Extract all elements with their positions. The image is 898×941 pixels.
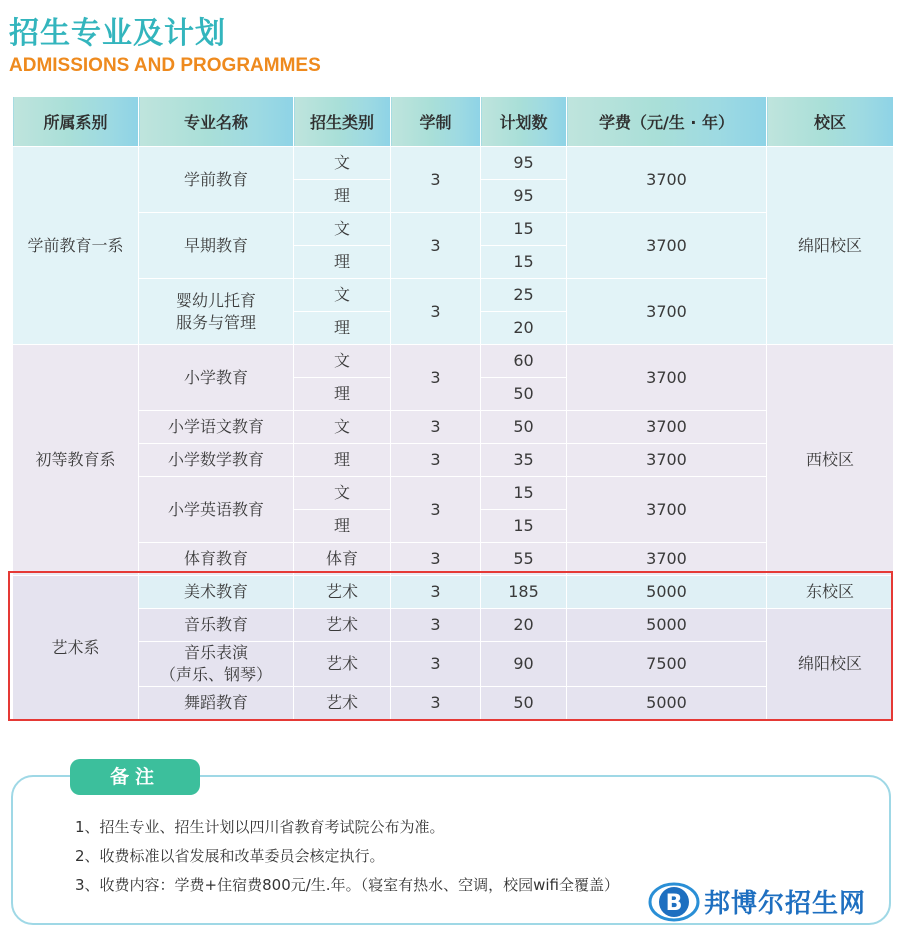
category-cell: 理 bbox=[294, 510, 391, 543]
note-item: 1、招生专业、招生计划以四川省教育考试院公布为准。 bbox=[75, 818, 445, 836]
years-cell: 3 bbox=[391, 687, 481, 720]
count-cell: 95 bbox=[481, 180, 567, 213]
table-row bbox=[13, 411, 894, 444]
campus-cell: 东校区 bbox=[767, 576, 894, 609]
years-cell: 3 bbox=[391, 213, 481, 279]
count-cell: 90 bbox=[481, 642, 567, 687]
category-cell: 文 bbox=[294, 411, 391, 444]
count-cell: 185 bbox=[481, 576, 567, 609]
col-header-campus: 校区 bbox=[767, 97, 894, 147]
fee-cell: 3700 bbox=[567, 411, 767, 444]
count-cell: 15 bbox=[481, 477, 567, 510]
category-cell: 艺术 bbox=[294, 642, 391, 687]
fee-cell: 3700 bbox=[567, 543, 767, 576]
category-cell: 文 bbox=[294, 477, 391, 510]
major-cell: 音乐教育 bbox=[139, 609, 294, 642]
category-cell: 体育 bbox=[294, 543, 391, 576]
category-cell: 理 bbox=[294, 312, 391, 345]
count-cell: 55 bbox=[481, 543, 567, 576]
department-cell: 艺术系 bbox=[13, 576, 139, 720]
b-logo-icon bbox=[648, 875, 700, 927]
major-cell: 小学英语教育 bbox=[139, 477, 294, 543]
category-cell: 理 bbox=[294, 444, 391, 477]
col-header-fee: 学费（元/生 · 年） bbox=[567, 97, 767, 147]
count-cell: 50 bbox=[481, 378, 567, 411]
svg-text:B: B bbox=[665, 891, 683, 916]
notes-tab: 备注 bbox=[70, 759, 200, 795]
table-row bbox=[13, 609, 894, 642]
note-item: 3、收费内容：学费+住宿费800元/生.年。（寝室有热水、空调，校园wifi全覆盖） bbox=[75, 876, 619, 894]
fee-cell: 5000 bbox=[567, 576, 767, 609]
years-cell: 3 bbox=[391, 477, 481, 543]
watermark bbox=[648, 875, 888, 925]
count-cell: 20 bbox=[481, 609, 567, 642]
count-cell: 20 bbox=[481, 312, 567, 345]
major-cell: 体育教育 bbox=[139, 543, 294, 576]
note-item: 2、收费标准以省发展和改革委员会核定执行。 bbox=[75, 847, 385, 865]
fee-cell: 5000 bbox=[567, 609, 767, 642]
col-header-major: 专业名称 bbox=[139, 97, 294, 147]
major-cell: 小学教育 bbox=[139, 345, 294, 411]
category-cell: 艺术 bbox=[294, 609, 391, 642]
col-header-count: 计划数 bbox=[481, 97, 567, 147]
table-row bbox=[13, 576, 894, 609]
major-cell: 小学数学教育 bbox=[139, 444, 294, 477]
table-row bbox=[13, 279, 894, 312]
fee-cell: 3700 bbox=[567, 213, 767, 279]
fee-cell: 3700 bbox=[567, 477, 767, 543]
count-cell: 35 bbox=[481, 444, 567, 477]
table-row bbox=[13, 687, 894, 720]
category-cell: 理 bbox=[294, 180, 391, 213]
fee-cell: 3700 bbox=[567, 345, 767, 411]
table-row bbox=[13, 147, 894, 180]
count-cell: 50 bbox=[481, 687, 567, 720]
category-cell: 理 bbox=[294, 378, 391, 411]
table-body bbox=[13, 147, 894, 720]
category-cell: 文 bbox=[294, 147, 391, 180]
count-cell: 25 bbox=[481, 279, 567, 312]
table-row bbox=[13, 444, 894, 477]
years-cell: 3 bbox=[391, 411, 481, 444]
category-cell: 文 bbox=[294, 345, 391, 378]
years-cell: 3 bbox=[391, 576, 481, 609]
years-cell: 3 bbox=[391, 345, 481, 411]
major-cell: 婴幼儿托育 服务与管理 bbox=[139, 279, 294, 345]
years-cell: 3 bbox=[391, 444, 481, 477]
count-cell: 15 bbox=[481, 246, 567, 279]
fee-cell: 5000 bbox=[567, 687, 767, 720]
table-header-row bbox=[13, 97, 894, 147]
category-cell: 艺术 bbox=[294, 576, 391, 609]
table-row bbox=[13, 345, 894, 378]
major-cell: 学前教育 bbox=[139, 147, 294, 213]
campus-cell: 绵阳校区 bbox=[767, 147, 894, 345]
campus-cell: 绵阳校区 bbox=[767, 609, 894, 720]
fee-cell: 3700 bbox=[567, 147, 767, 213]
years-cell: 3 bbox=[391, 543, 481, 576]
category-cell: 文 bbox=[294, 279, 391, 312]
category-cell: 文 bbox=[294, 213, 391, 246]
page-subtitle: ADMISSIONS AND PROGRAMMES bbox=[9, 55, 321, 76]
department-cell: 学前教育一系 bbox=[13, 147, 139, 345]
fee-cell: 7500 bbox=[567, 642, 767, 687]
table-row bbox=[13, 213, 894, 246]
page-title: 招生专业及计划 bbox=[9, 16, 226, 51]
category-cell: 艺术 bbox=[294, 687, 391, 720]
col-header-department: 所属系别 bbox=[13, 97, 139, 147]
table-row bbox=[13, 543, 894, 576]
years-cell: 3 bbox=[391, 279, 481, 345]
table-row bbox=[13, 477, 894, 510]
admissions-table bbox=[12, 96, 894, 720]
years-cell: 3 bbox=[391, 147, 481, 213]
count-cell: 60 bbox=[481, 345, 567, 378]
major-cell: 小学语文教育 bbox=[139, 411, 294, 444]
fee-cell: 3700 bbox=[567, 444, 767, 477]
admissions-table-wrapper bbox=[12, 96, 893, 720]
col-header-category: 招生类别 bbox=[294, 97, 391, 147]
major-cell: 音乐表演 （声乐、钢琴） bbox=[139, 642, 294, 687]
count-cell: 15 bbox=[481, 213, 567, 246]
watermark-text: 邦博尔招生网 bbox=[704, 889, 867, 919]
col-header-years: 学制 bbox=[391, 97, 481, 147]
table-row bbox=[13, 642, 894, 687]
major-cell: 早期教育 bbox=[139, 213, 294, 279]
count-cell: 95 bbox=[481, 147, 567, 180]
fee-cell: 3700 bbox=[567, 279, 767, 345]
years-cell: 3 bbox=[391, 642, 481, 687]
major-cell: 舞蹈教育 bbox=[139, 687, 294, 720]
department-cell: 初等教育系 bbox=[13, 345, 139, 576]
major-cell: 美术教育 bbox=[139, 576, 294, 609]
campus-cell: 西校区 bbox=[767, 345, 894, 576]
category-cell: 理 bbox=[294, 246, 391, 279]
count-cell: 15 bbox=[481, 510, 567, 543]
years-cell: 3 bbox=[391, 609, 481, 642]
count-cell: 50 bbox=[481, 411, 567, 444]
